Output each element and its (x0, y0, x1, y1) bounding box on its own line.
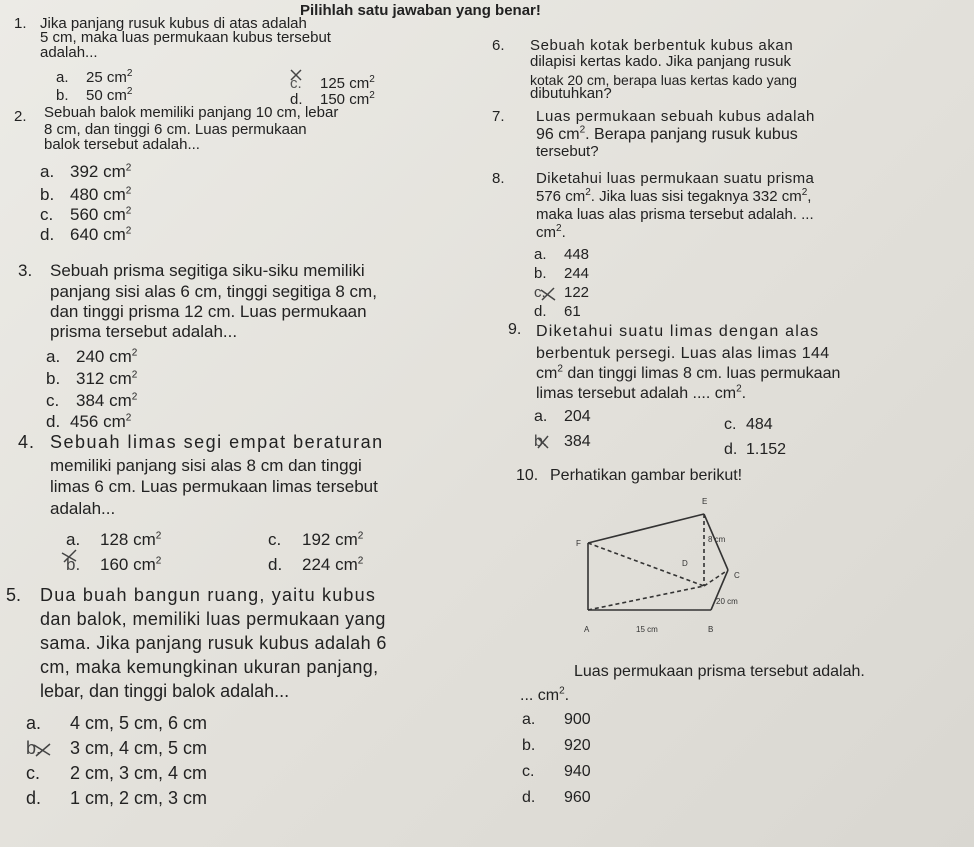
question-text: Dua buah bangun ruang, yaitu kubus (40, 585, 377, 605)
option-a[interactable]: a. 4 cm, 5 cm, 6 cm (26, 713, 208, 733)
option-a[interactable]: a. 900 (522, 711, 591, 728)
question-number: 3. (18, 261, 33, 280)
question-text: 8 cm, dan tinggi 6 cm. Luas permukaan (44, 121, 307, 138)
option-a[interactable]: a. 204 (534, 408, 591, 425)
question-text: Sebuah limas segi empat beraturan (50, 432, 384, 452)
label-C: C (734, 571, 740, 580)
question-text: Luas permukaan prisma tersebut adalah. (574, 663, 865, 680)
question-text: kotak 20 cm, berapa luas kertas kado yang (530, 72, 797, 88)
question-text: Sebuah prisma segitiga siku-siku memiliki (50, 261, 365, 280)
question-text: Luas permukaan sebuah kubus adalah (536, 108, 815, 125)
option-d[interactable]: d. 640 $cm^2$ (40, 225, 132, 244)
question-text: Diketahui luas permukaan suatu prisma (536, 170, 815, 187)
option-b[interactable]: b. 160 $cm^2$ (66, 555, 162, 574)
question-text: Diketahui suatu limas dengan alas (536, 323, 820, 340)
option-a[interactable]: a. 25 $cm^2$ (56, 68, 133, 86)
question-text: Sebuah balok memiliki panjang 10 cm, lebar (44, 104, 339, 121)
label-length: 15 cm (636, 625, 658, 634)
question-number: 6. (492, 37, 505, 54)
option-c[interactable]: c. 2 cm, 3 cm, 4 cm (26, 763, 208, 783)
question-10: 10. Perhatikan gambar berikut! E F D C A B 8 cm 20 cm 15 cm Luas permukaan prisma tersebut adalah. ... $cm^2$. a. 900 b. 920 c. 940 d. 960 (516, 467, 865, 806)
option-d[interactable]: d. 1.152 (724, 441, 787, 458)
option-b[interactable]: b. 244 (534, 265, 590, 282)
question-number: 1. (14, 15, 27, 32)
option-c[interactable]: c. 560 $cm^2$ (40, 205, 132, 224)
option-a[interactable]: a. 128 $cm^2$ (66, 530, 162, 549)
option-b[interactable]: b. 3 cm, 4 cm, 5 cm (26, 738, 208, 758)
cross-mark-icon (34, 744, 50, 756)
option-b[interactable]: b. 312 $cm^2$ (46, 369, 138, 388)
question-text: maka luas alas prisma tersebut adalah. ... (536, 206, 814, 223)
label-B: B (708, 625, 714, 634)
question-text: panjang sisi alas 6 cm, tinggi segitiga 8 cm, (50, 282, 377, 301)
question-number: 2. (14, 108, 27, 125)
option-c[interactable]: c. 125 $cm^2$ (290, 74, 375, 92)
question-text: sama. Jika panjang rusuk kubus adalah 6 (40, 633, 387, 653)
question-number: 10. (516, 467, 539, 484)
question-text: dibutuhkan? (530, 85, 612, 102)
option-b[interactable]: b. 480 $cm^2$ (40, 185, 132, 204)
option-d[interactable]: d. 456 $cm^2$ (46, 412, 132, 431)
question-number: 7. (492, 108, 505, 125)
question-text: dan balok, memiliki luas permukaan yang (40, 609, 386, 629)
option-d[interactable]: d. 960 (522, 789, 591, 806)
question-text: Jika panjang rusuk kubus di atas adalah (40, 15, 307, 32)
question-text: Sebuah kotak berbentuk kubus akan (530, 37, 794, 54)
option-b[interactable]: b. 920 (522, 737, 591, 754)
question-text: lebar, dan tinggi balok adalah... (40, 681, 290, 701)
option-b[interactable]: b. 384 (534, 433, 591, 450)
question-text: prisma tersebut adalah... (50, 322, 238, 341)
option-c[interactable]: c. 484 (724, 416, 773, 433)
label-height: 8 cm (708, 535, 726, 544)
option-a[interactable]: a. 392 $cm^2$ (40, 162, 132, 181)
question-number: 9. (508, 321, 522, 338)
option-d[interactable]: d. 224 $cm^2$ (268, 555, 364, 574)
question-text: limas 6 cm. Luas permukaan limas tersebut (50, 477, 378, 496)
cross-mark-icon (538, 436, 548, 448)
question-9: 9. Diketahui suatu limas dengan alas berbentuk persegi. Luas alas limas 144 $cm^2$ dan tinggi limas 8 cm. luas permukaan limas tersebut adalah .... $cm^2$. a. 204 b. 384 c. 484 d. 1.152 (508, 321, 841, 458)
question-text: Perhatikan gambar berikut! (550, 467, 743, 484)
option-c[interactable]: c. 384 $cm^2$ (46, 391, 138, 410)
question-text: tersebut? (536, 143, 599, 160)
question-7: 7. Luas permukaan sebuah kubus adalah 96 $cm^2$. Berapa panjang rusuk kubus tersebut? (492, 108, 815, 160)
option-c[interactable]: c. 940 (522, 763, 591, 780)
question-text: memiliki panjang sisi alas 8 cm dan tinggi (50, 456, 362, 475)
option-b[interactable]: b. 50 $cm^2$ (56, 86, 133, 104)
option-a[interactable]: a. 448 (534, 246, 590, 263)
question-8: 8. Diketahui luas permukaan suatu prisma 576 $cm^2$. Jika luas sisi tegaknya 332 $cm^2$, maka luas alas prisma tersebut adalah. ... $cm^2$. a. 448 b. 244 c. 122 d. 61 (492, 170, 815, 320)
option-d[interactable]: d. 150 $cm^2$ (290, 90, 375, 108)
question-text: adalah... (40, 44, 98, 61)
option-c[interactable]: c. 122 (534, 284, 590, 301)
label-A: A (584, 625, 590, 634)
instruction-heading: Pilihlah satu jawaban yang benar! (300, 2, 541, 19)
option-c[interactable]: c. 192 $cm^2$ (268, 530, 364, 549)
cross-mark-icon (291, 70, 301, 80)
question-number: 4. (18, 432, 36, 452)
option-d[interactable]: d. 61 (534, 303, 581, 320)
question-text: dilapisi kertas kado. Jika panjang rusuk (530, 53, 791, 70)
question-text: cm, maka kemungkinan ukuran panjang, (40, 657, 379, 677)
question-text: balok tersebut adalah... (44, 136, 200, 153)
question-text: dan tinggi prisma 12 cm. Luas permukaan (50, 302, 367, 321)
question-number: 5. (6, 585, 22, 605)
question-text: 5 cm, maka luas permukaan kubus tersebut (40, 29, 331, 46)
question-text: berbentuk persegi. Luas alas limas 144 (536, 345, 830, 362)
label-width: 20 cm (716, 597, 738, 606)
question-number: 8. (492, 170, 505, 187)
option-a[interactable]: a. 240 $cm^2$ (46, 347, 138, 366)
option-d[interactable]: d. 1 cm, 2 cm, 3 cm (26, 788, 208, 808)
label-F: F (576, 539, 581, 548)
cross-mark-icon (62, 550, 76, 562)
cross-mark-icon (541, 288, 555, 300)
question-text: adalah... (50, 499, 116, 518)
label-E: E (702, 497, 708, 506)
label-D: D (682, 559, 688, 568)
